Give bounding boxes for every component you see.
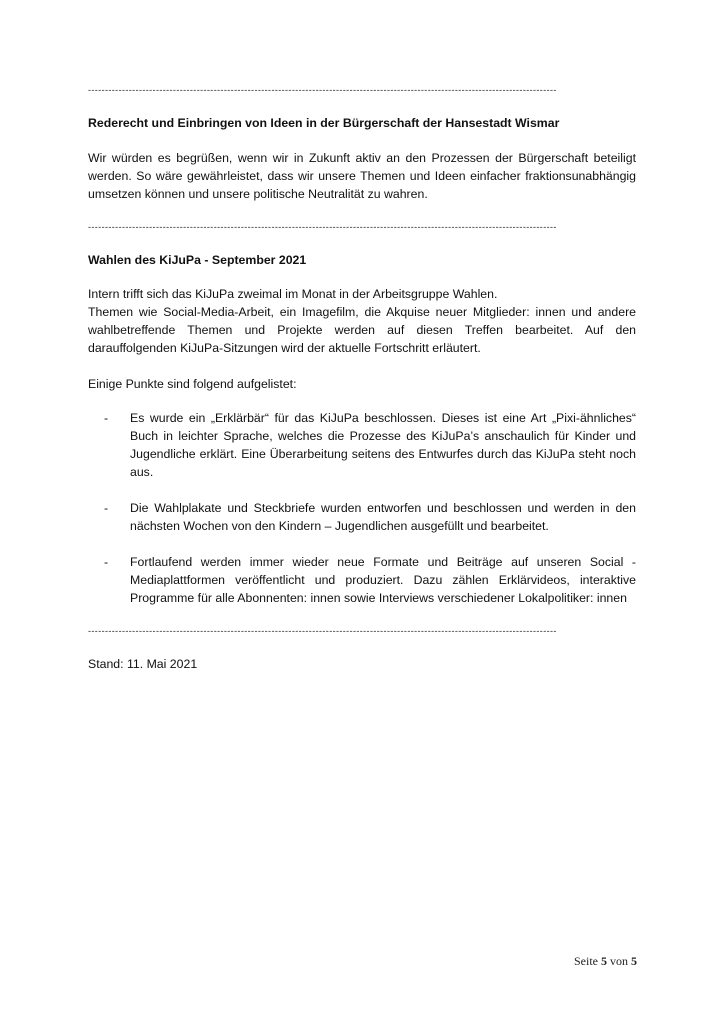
list-item-text: Es wurde ein „Erklärbär“ für das KiJuPa beschlossen. Dieses ist eine Art „Pixi-ähnliches“ Buch in leichter Sprache, welches die Prozesse des KiJuPa’s anschaulich für Kinder und Jugendliche erklärt. Eine Überarbeitung seitens des Entwurfes durch das KiJuPa steht noch aus. <box>130 411 636 479</box>
section-heading-rederecht: Rederecht und Einbringen von Ideen in der Bürgerschaft der Hansestadt Wismar <box>88 116 560 130</box>
footer-middle: von <box>610 954 628 968</box>
list-item <box>88 553 636 607</box>
bullet-dash: - <box>104 555 109 569</box>
divider-line: ------------------------------------------------------------------------------------------------------------------------------------------ <box>88 85 557 95</box>
divider-line: ------------------------------------------------------------------------------------------------------------------------------------------ <box>88 626 557 636</box>
page-number-footer <box>574 954 637 969</box>
footer-total-pages: 5 <box>631 954 637 968</box>
divider-line: ------------------------------------------------------------------------------------------------------------------------------------------ <box>88 222 557 232</box>
footer-prefix: Seite <box>574 954 598 968</box>
stand-date: Stand: 11. Mai 2021 <box>88 657 198 671</box>
paragraph-rederecht: Wir würden es begrüßen, wenn wir in Zukunft aktiv an den Prozessen der Bürgerschaft beteiligt werden. So wäre gewährleistet, dass wir unsere Themen und Ideen einfacher fraktionsunabhängig umsetzen können und unsere politische Neutralität zu wahren. <box>88 151 636 201</box>
paragraph-wahlen-intern: Intern trifft sich das KiJuPa zweimal im Monat in der Arbeitsgruppe Wahlen. <box>88 287 498 301</box>
paragraph-list-intro: Einige Punkte sind folgend aufgelistet: <box>88 377 297 391</box>
paragraph-wahlen-themen: Themen wie Social-Media-Arbeit, ein Imagefilm, die Akquise neuer Mitglieder: innen und andere wahlbetreffende Themen und Projekte werden auf diesen Treffen bearbeitet. Auf den darauffolgenden KiJuPa-Sitzungen wird der aktuelle Fortschritt erläutert. <box>88 305 636 355</box>
bullet-dash: - <box>104 411 109 425</box>
section-heading-wahlen: Wahlen des KiJuPa - September 2021 <box>88 253 307 267</box>
page-content <box>88 84 636 673</box>
bullet-dash: - <box>104 501 109 515</box>
list-item <box>88 499 636 535</box>
list-item-text: Fortlaufend werden immer wieder neue Formate und Beiträge auf unseren Social - Mediaplattformen veröffentlicht und produziert. Dazu zählen Erklärvideos, interaktive Programme für alle Abonnenten: innen sowie Interviews verschiedener Lokalpolitiker: innen <box>130 555 636 605</box>
list-item-text: Die Wahlplakate und Steckbriefe wurden entworfen und beschlossen und werden in den nächsten Wochen von den Kindern – Jugendlichen ausgefüllt und bearbeitet. <box>130 501 636 533</box>
bullet-list <box>88 409 636 607</box>
footer-current-page: 5 <box>601 954 607 968</box>
list-item <box>88 409 636 481</box>
